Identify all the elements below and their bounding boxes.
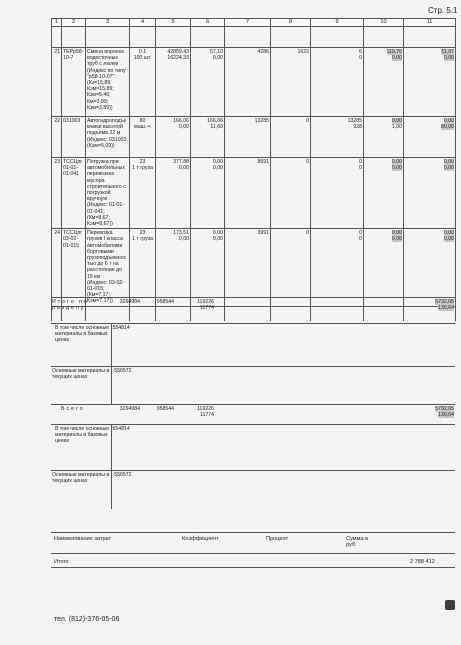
footer-itogo-label: Итого — [54, 559, 69, 565]
section-total-label: Итого по разделу — [51, 298, 111, 324]
row-col7: 13285 — [225, 117, 271, 158]
row-col6: 166,06 11,60 — [191, 117, 225, 158]
col-header: 3 — [86, 19, 130, 27]
row-col11: 0,00 0,00 — [404, 229, 456, 307]
col-header: 1 — [52, 19, 62, 27]
row-col8: 0 — [271, 229, 311, 307]
col-header: 6 — [191, 19, 225, 27]
section-incl-label: В том числе основные материалы в базовых ценах — [51, 324, 111, 367]
row-col11: 0,00 0,00 — [404, 158, 456, 229]
col-header: 4 — [130, 19, 156, 27]
row-col10: 0,00 0,00 — [364, 229, 404, 307]
footer-col-sum: Сумма в руб. — [346, 536, 369, 548]
row-quantity: 0.1 100 шт. — [130, 48, 156, 117]
section-mat-label: Основные материалы в текущих ценах — [51, 367, 111, 405]
row-col10: 0,00 1,00 — [364, 117, 404, 158]
row-col8: 0 — [271, 117, 311, 158]
section-total-v1: 3294984 — [111, 298, 141, 324]
row-col11: 0,00 80,00 — [404, 117, 456, 158]
grand-incl-value: 554814 — [111, 425, 141, 471]
row-col5: 42859,43 16224,33 — [156, 48, 191, 117]
grand-total-row — [51, 405, 455, 425]
row-col5: 173,51 0,00 — [156, 229, 191, 307]
row-quantity: 80 маш.-ч — [130, 117, 156, 158]
row-number: 24 — [52, 229, 62, 307]
col-header: 5 — [156, 19, 191, 27]
footer-top-line — [51, 532, 455, 533]
section-total-v3: 119226 11774 — [175, 298, 215, 324]
footer-bottom-line — [51, 567, 455, 568]
footer-itogo-value: 2 788 412 — [410, 559, 435, 565]
section-total-v2: 958544 — [141, 298, 175, 324]
row-number: 23 — [52, 158, 62, 229]
totals-table — [51, 297, 455, 509]
grand-incl-row — [51, 425, 455, 471]
row-col7: 8691 — [225, 158, 271, 229]
section-incl-value: 554814 — [111, 324, 141, 367]
col-header: 7 — [225, 19, 271, 27]
row-col10: 119,70 0,00 — [364, 48, 404, 117]
footer-mid-line — [51, 553, 455, 554]
page-number: Стр. 5.1 — [428, 6, 458, 15]
row-description: Смена воронок водосточных труб с люлек (Индекс по типу "р58-10-07": (Кз=15,89; Кэм=15,89; Кзм=5,46; Км=3,89; Кзм=3,89)) — [86, 48, 130, 117]
col-header: 9 — [311, 19, 364, 27]
row-col10: 0,00 0,00 — [364, 158, 404, 229]
table-row — [52, 48, 456, 117]
row-col9: 0 0 — [311, 229, 364, 307]
footer-col-name: Наименование затрат — [54, 536, 112, 542]
grand-incl-label: В том числе основные материалы в базовых ценах — [51, 425, 111, 471]
header-row — [52, 19, 456, 27]
estimate-table — [51, 18, 456, 321]
row-number: 22 — [52, 117, 62, 158]
row-description: Погрузка при автомобильных перевозках мусора строительного с погрузкой вручную (Индекс: 01-01-01-041; (Км=8,67; Кэм=8,67)) — [86, 158, 130, 229]
row-col6: 0,00 0,00 — [191, 229, 225, 307]
row-code: ТССЦпг 03-02-01-015 — [62, 229, 86, 307]
row-col9: 0 0 — [311, 158, 364, 229]
scan-stamp-icon — [445, 600, 455, 610]
row-col7: 4286 — [225, 48, 271, 117]
row-col5: 166,06 0,00 — [156, 117, 191, 158]
grand-total-v2: 958544 — [141, 405, 175, 425]
row-col9: 6 0 — [311, 48, 364, 117]
col-header: 8 — [271, 19, 311, 27]
row-col6: 57,10 0,00 — [191, 48, 225, 117]
section-total-v4: 5732,05 130,64 — [401, 298, 455, 324]
row-description: Автогидроподъемники высотой подъема 22 м (Индекс: 031003; (Кэм=5,09)) — [86, 117, 130, 158]
section-mat-row — [51, 367, 455, 405]
grand-total-v1: 3294984 — [111, 405, 141, 425]
row-code: ТССЦпг 01-01-01-041 — [62, 158, 86, 229]
footer-col-percent: Процент — [266, 536, 289, 542]
col-header: 2 — [62, 19, 86, 27]
section-mat-value: -556572 — [111, 367, 141, 405]
table-row — [52, 158, 456, 229]
row-col8: 0 — [271, 158, 311, 229]
grand-total-v4: 5732,05 130,64 — [401, 405, 455, 425]
row-quantity: 23 1 т груза — [130, 158, 156, 229]
grand-total-label: Всего — [51, 405, 111, 425]
grand-mat-row — [51, 471, 455, 509]
col-header: 11 — [404, 19, 456, 27]
row-description: Перевозка грузов I класса автомобилями бортовыми грузоподъемностью до 6 т на расстояние до 15 км (Индекс: 03-02-01-015; (Км=7,17; Кэм=7,17)) — [86, 229, 130, 307]
footer-col-coef: Коэффициент — [182, 536, 219, 542]
row-code: ТЕРр58-10-7 — [62, 48, 86, 117]
row-number: 21 — [52, 48, 62, 117]
table-row — [52, 117, 456, 158]
row-col8: 1622 — [271, 48, 311, 117]
row-col5: 377,88 0,00 — [156, 158, 191, 229]
row-code: 031003 — [62, 117, 86, 158]
row-quantity: 23 1 т груза — [130, 229, 156, 307]
row-col11: 11,97 0,00 — [404, 48, 456, 117]
row-col7: 3991 — [225, 229, 271, 307]
table-row — [52, 229, 456, 307]
section-total-row — [51, 298, 455, 324]
col-header: 10 — [364, 19, 404, 27]
grand-total-v3: 119226 11774 — [175, 405, 215, 425]
section-incl-row — [51, 324, 455, 367]
row-col6: 0,00 0,00 — [191, 158, 225, 229]
spacer-row — [52, 27, 456, 48]
phone-number: тел. (812)-376-05-06 — [54, 616, 120, 623]
row-col9: 13285 928 — [311, 117, 364, 158]
grand-mat-label: Основные материалы в текущих ценах — [51, 471, 111, 509]
grand-mat-value: -556572 — [111, 471, 141, 509]
